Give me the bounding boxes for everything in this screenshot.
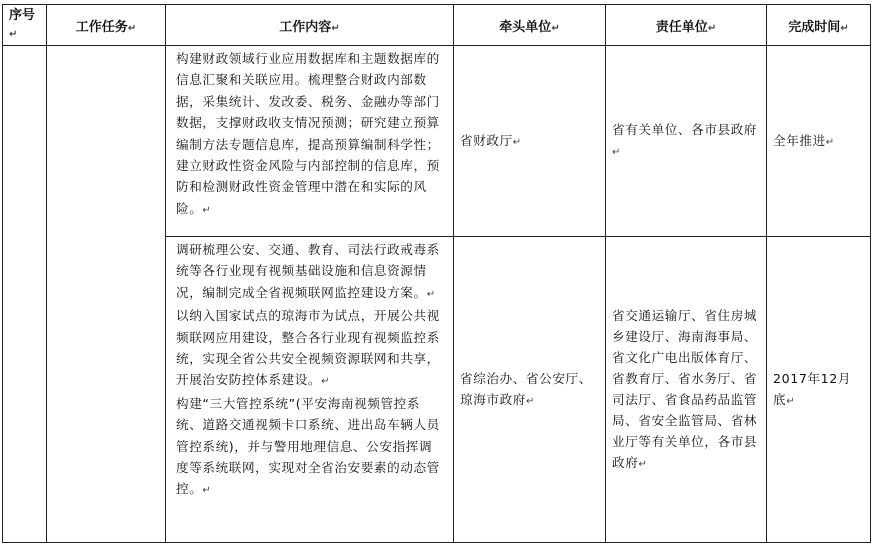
content-paragraph [176, 48, 445, 221]
header-lead-label: 牵头单位 [499, 19, 552, 35]
task-cell [47, 46, 166, 543]
para-mark: ↵ [426, 288, 436, 300]
content-text: 构建“三大管控系统”(平安海南视频管控系统、道路交通视频卡口系统、进出岛车辆人员管控系统)，并与警用地理信息、公安指挥调度等系统联网，实现对全省治安要素的动态管控。 [176, 395, 440, 497]
responsible-text: 省交通运输厅、省住房城乡建设厅、海南海事局、省文化广电出版体育厅、省教育厅、省水务厅、省司法厅、省食品药品监管局、省安全监管局、省林业厅等有关单位，各市县政府 [612, 307, 758, 470]
deadline-text: 全年推进 [773, 132, 826, 148]
header-deadline-label: 完成时间 [788, 19, 841, 35]
header-task [47, 5, 166, 46]
para-mark: ↵ [9, 29, 18, 40]
lead-text: 省财政厅 [460, 132, 513, 148]
work-task-table [2, 4, 871, 543]
deadline-cell [767, 46, 871, 237]
content-cell [166, 46, 454, 237]
table-row [3, 46, 871, 237]
header-responsible [606, 5, 767, 46]
header-seq [3, 5, 47, 46]
para-mark: ↵ [202, 204, 211, 216]
para-mark: ↵ [202, 485, 211, 497]
header-seq-label: 序号 [9, 8, 36, 23]
para-mark: ↵ [825, 136, 835, 148]
header-lead [454, 5, 606, 46]
para-mark: ↵ [638, 458, 647, 470]
responsible-cell [606, 237, 767, 543]
deadline-cell [767, 237, 871, 543]
para-mark: ↵ [840, 22, 849, 34]
content-cell [166, 237, 454, 543]
header-content-label: 工作内容 [279, 19, 332, 35]
para-mark: ↵ [786, 395, 795, 407]
deadline-text: 2017年12月底 [773, 370, 852, 407]
para-mark: ↵ [551, 22, 560, 34]
content-paragraph [176, 239, 445, 305]
para-mark: ↵ [707, 22, 717, 34]
responsible-cell [606, 46, 767, 237]
lead-cell [454, 46, 606, 237]
content-paragraph [176, 305, 445, 393]
header-responsible-label: 责任单位 [655, 19, 708, 35]
header-deadline [767, 5, 871, 46]
header-content [166, 5, 454, 46]
responsible-text: 省有关单位、各市县政府 [612, 122, 758, 137]
content-text: 以纳入国家试点的琼海市为试点，开展公共视频联网应用建设，整合各行业现有视频监控系统，实现全省公共安全视频资源联网和共享，开展治安防控体系建设。 [176, 308, 440, 388]
content-text: 调研梳理公安、交通、教育、司法行政戒毒系统等各行业现有视频基础设施和信息资源情况，编制完成全省视频联网监控建设方案。 [176, 242, 440, 300]
lead-text: 省综治办、省公安厅、琼海市政府 [460, 370, 592, 407]
lead-cell [454, 237, 606, 543]
para-mark: ↵ [321, 376, 330, 388]
para-mark: ↵ [612, 147, 621, 158]
para-mark: ↵ [512, 136, 522, 148]
para-mark: ↵ [127, 22, 137, 34]
para-mark: ↵ [525, 395, 535, 407]
content-text: 构建财政领域行业应用数据库和主题数据库的信息汇聚和关联应用。梳理整合财政内部数据，采集统计、发改委、税务、金融办等部门数据，支撑财政收支情况预测；研究建立预算编制方法专题信息库，提高预算编制科学性；建立财政性资金风险与内部控制的信息库，预防和检测财政性资金管理中潜在和实际的风险。 [176, 51, 440, 216]
seq-cell [3, 46, 47, 543]
header-task-label: 工作任务 [75, 19, 128, 35]
para-mark: ↵ [331, 22, 340, 34]
content-paragraph [176, 393, 445, 502]
header-row [3, 5, 871, 46]
